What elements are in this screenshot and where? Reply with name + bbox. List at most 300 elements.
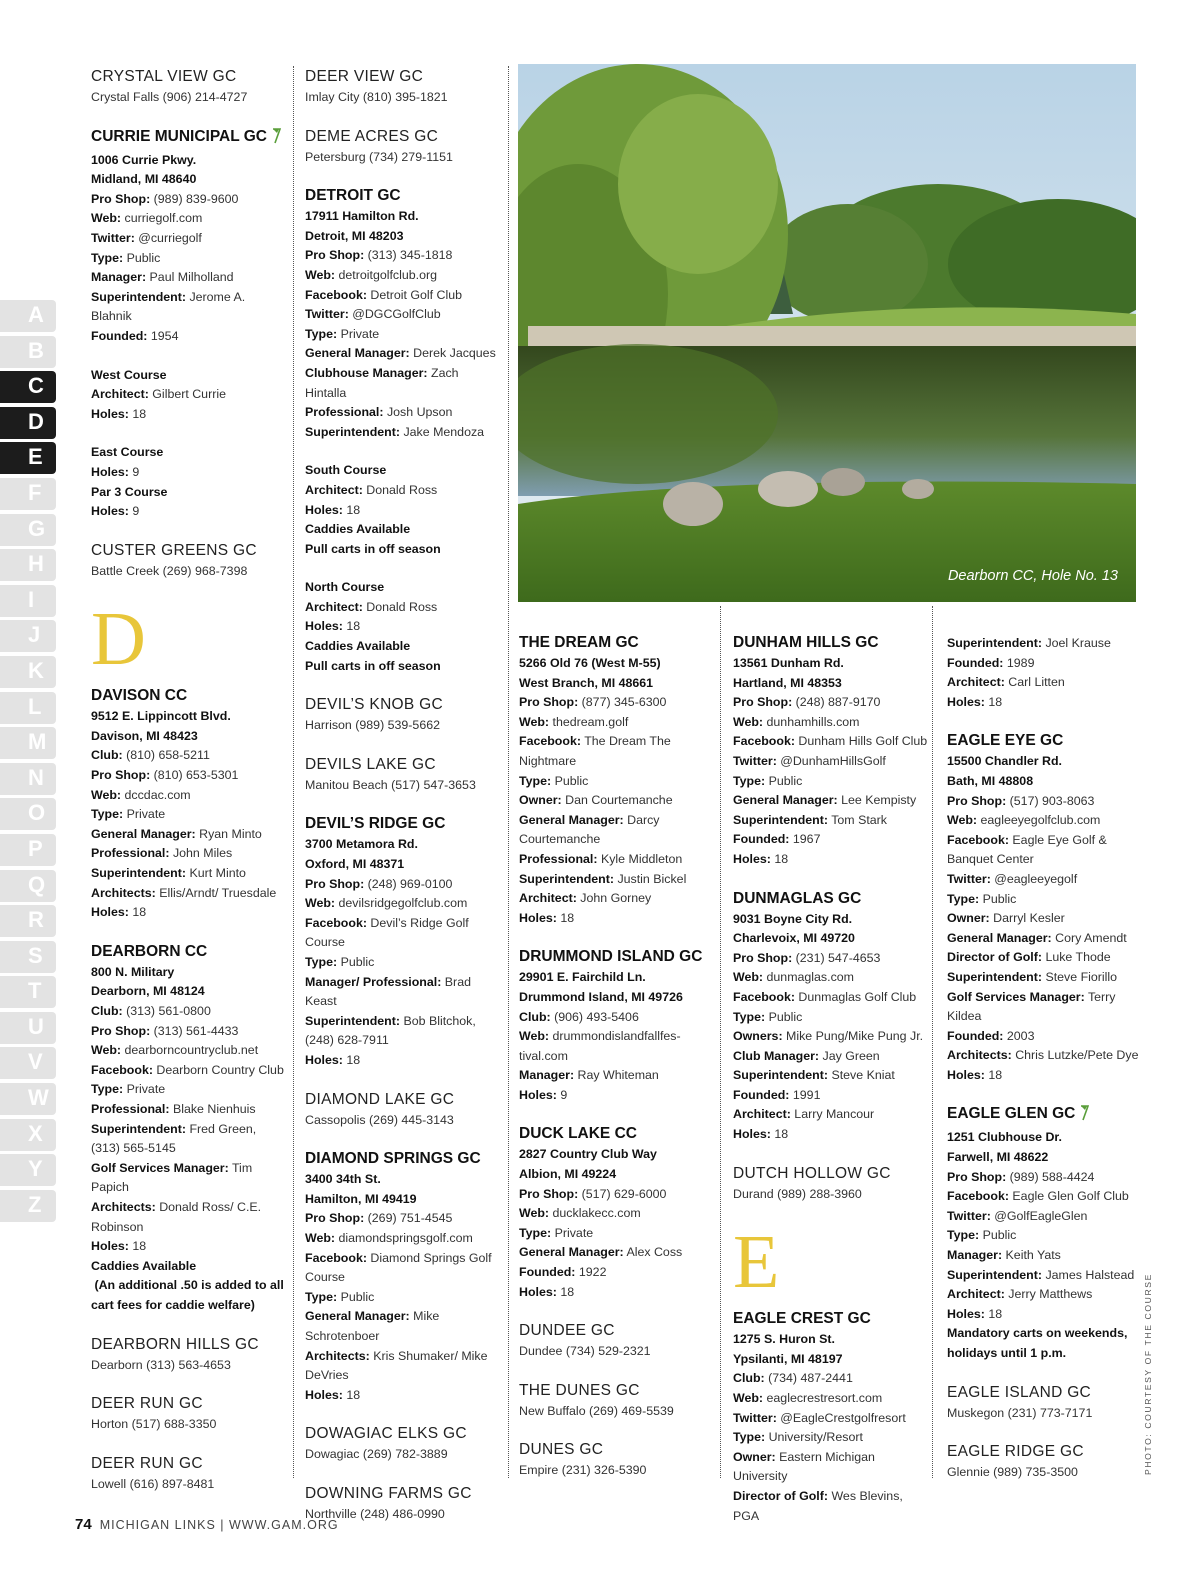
field-row (519, 889, 715, 909)
field-value: dunhamhills.com (766, 714, 860, 729)
listing-custer (91, 540, 287, 582)
alphabet-tab-x (0, 1117, 58, 1153)
field-label: Holes: (733, 1127, 771, 1142)
field-row (519, 732, 715, 771)
address-line: Davison, MI 48423 (91, 728, 198, 743)
field-value: Eastern Michigan University (733, 1449, 875, 1484)
field-row (733, 1125, 929, 1145)
field-row (91, 1159, 287, 1198)
course-contact: Dowagiac (269) 782-3889 (305, 1447, 448, 1462)
address-line: Hartland, MI 48353 (733, 675, 842, 690)
field-label: Type: (91, 250, 124, 265)
field-label: General Manager: (519, 1245, 624, 1260)
field-value: Dearborn Country Club (156, 1062, 284, 1077)
column-divider (293, 66, 294, 1478)
field-row (733, 968, 929, 988)
course-name: DEARBORN HILLS GC (91, 1335, 259, 1353)
field-value: @eagleeyegolf (994, 871, 1078, 886)
course-name: EAGLE RIDGE GC (947, 1443, 1084, 1461)
course-contact: Petersburg (734) 279-1151 (305, 149, 453, 164)
field-label: Web: (947, 813, 978, 828)
field-value: curriegolf.com (124, 211, 203, 226)
field-label: Superintendent: (947, 1267, 1042, 1282)
listing-dearborn (91, 941, 287, 1316)
field-row (519, 1204, 715, 1224)
field-label: Golf Services Manager: (91, 1160, 229, 1175)
field-label: Club: (519, 1009, 551, 1024)
field-label: Manager: (519, 1068, 575, 1083)
field-value: Dunham Hills Golf Club (798, 734, 928, 749)
course-contact: Empire (231) 326-5390 (519, 1463, 647, 1478)
field-value: dccdac.com (124, 787, 191, 802)
field-label: Architect: (519, 891, 577, 906)
course-name: DIAMOND LAKE GC (305, 1090, 455, 1108)
field-label: Type: (305, 955, 338, 969)
field-label: Type: (947, 1228, 980, 1243)
field-row (91, 1080, 287, 1100)
field-label: Superintendent: (519, 871, 614, 886)
field-row (91, 288, 287, 327)
alphabet-tab-a (0, 298, 58, 334)
field-row (305, 617, 501, 637)
field-label: Architects: (947, 1048, 1012, 1063)
field-value: 9 (132, 464, 140, 479)
field-label: Owners: (733, 1029, 783, 1044)
field-row (305, 875, 501, 895)
field-value: eagleeyegolfclub.com (980, 813, 1101, 828)
field-label: Holes: (947, 1306, 985, 1321)
field-row (733, 752, 929, 772)
field-label: Owner: (519, 793, 562, 808)
golf-flag-icon (271, 128, 281, 151)
field-value: Donald Ross/ C.E. Robinson (91, 1199, 262, 1234)
field-label: Type: (733, 773, 766, 788)
field-row (91, 1002, 287, 1022)
field-value: @DGCGolfClub (352, 307, 441, 322)
field-row (91, 1100, 287, 1120)
address-line: Oxford, MI 48371 (305, 857, 405, 872)
field-value: Derek Jacques (413, 346, 496, 361)
listing-eagle-crest-continued (947, 634, 1143, 712)
course-name: DUNHAM HILLS GC (733, 634, 879, 651)
field-label: Twitter: (733, 753, 777, 768)
field-value: @EagleCrestgolfresort (780, 1410, 906, 1425)
field-row (305, 344, 501, 364)
field-label: Holes: (91, 1239, 129, 1254)
field-value: Public (554, 773, 589, 788)
field-label: Facebook: (305, 287, 367, 302)
field-value: thedream.golf (552, 714, 629, 729)
course-name: DEER VIEW GC (305, 68, 424, 85)
field-label: Architect: (947, 1287, 1005, 1302)
field-row (519, 1185, 715, 1205)
field-value: 18 (988, 694, 1003, 709)
field-value: 1989 (1006, 655, 1035, 670)
field-row (733, 1086, 929, 1106)
field-value: Keith Yats (1005, 1248, 1061, 1263)
field-row (91, 1198, 287, 1237)
field-list (305, 875, 501, 1071)
field-value: Dan Courtemanche (565, 793, 673, 808)
course-photo (518, 64, 1136, 602)
listing-eagle-island (947, 1382, 1143, 1424)
course-name: EAGLE EYE GC (947, 732, 1064, 750)
field-value: Gilbert Currie (152, 387, 226, 402)
sub-course-title: Par 3 Course (91, 484, 168, 499)
field-label: Holes: (91, 406, 129, 421)
field-label: Owner: (947, 911, 990, 926)
field-label: Holes: (305, 1387, 343, 1402)
field-row (519, 1066, 715, 1086)
field-label: Facebook: (947, 1189, 1009, 1204)
field-row (519, 1008, 715, 1028)
field-label: Holes: (91, 504, 129, 519)
field-value: Diamond Springs Golf Course (305, 1250, 492, 1285)
field-row (91, 1120, 287, 1159)
address-line: 1251 Clubhouse Dr. (947, 1130, 1062, 1145)
field-label: Owner: (733, 1449, 776, 1464)
field-row (305, 598, 501, 618)
photo-credit: PHOTO: COURTESY OF THE COURSE (1143, 1273, 1153, 1475)
field-label: Pro Shop: (947, 1169, 1007, 1184)
field-value: Tom Stark (831, 812, 887, 827)
alphabet-letter: E (28, 444, 43, 470)
field-list (519, 1008, 715, 1106)
field-row (519, 772, 715, 792)
field-label: Founded: (519, 1265, 576, 1280)
field-row (733, 1448, 929, 1487)
field-value: Steve Fiorillo (1045, 969, 1118, 984)
alphabet-tab-g (0, 512, 58, 548)
alphabet-letter: N (28, 764, 44, 790)
field-value: 18 (346, 619, 361, 634)
field-row (733, 1066, 929, 1086)
field-label: Web: (91, 787, 122, 802)
field-row (305, 914, 501, 953)
address-line: 9031 Boyne City Rd. (733, 911, 853, 926)
field-value: Kyle Middleton (600, 851, 683, 866)
sub-course-title: South Course (305, 463, 387, 478)
field-label: Club: (91, 748, 123, 763)
field-label: Twitter: (947, 871, 991, 886)
field-value: Chris Lutzke/Pete Dye (1015, 1048, 1139, 1063)
field-value: @DunhamHillsGolf (780, 753, 886, 768)
field-label: Superintendent: (91, 1121, 186, 1136)
field-row (305, 1307, 501, 1346)
alphabet-tab-j (0, 618, 58, 654)
field-value: Public (982, 891, 1017, 906)
sub-course-title: West Course (91, 367, 167, 382)
course-contact: Dearborn (313) 563-4653 (91, 1357, 231, 1372)
field-row (91, 190, 287, 210)
field-value: 18 (988, 1306, 1003, 1321)
listing-diamond-springs (305, 1148, 501, 1405)
alphabet-tab-d (0, 405, 58, 441)
field-value: Justin Bickel (617, 871, 687, 886)
field-value: Alex Coss (626, 1245, 683, 1260)
field-label: Director of Golf: (733, 1489, 828, 1503)
field-label: Superintendent: (305, 424, 400, 439)
listing-deer-view (305, 66, 501, 108)
field-value: Jerome A. Blahnik (91, 289, 246, 324)
field-value: (517) 903-8063 (1009, 793, 1095, 808)
field-label: Holes: (733, 851, 771, 866)
field-row (91, 502, 287, 522)
field-list (947, 1168, 1143, 1325)
field-label: Twitter: (91, 230, 135, 245)
note: (An additional .50 is added to all cart fees for caddie welfare) (91, 1278, 288, 1312)
field-value: (248) 887-9170 (795, 695, 881, 710)
address-line: Bath, MI 48808 (947, 773, 1034, 788)
field-value: Public (768, 1009, 803, 1024)
field-row (947, 673, 1143, 693)
field-label: Web: (519, 1206, 550, 1221)
field-row (91, 229, 287, 249)
field-label: Architects: (91, 1199, 156, 1214)
field-row (91, 327, 287, 347)
field-row (947, 1226, 1143, 1246)
alphabet-tab-e (0, 440, 58, 476)
field-value: Mike Schrotenboer (305, 1309, 440, 1343)
field-list (733, 949, 929, 1145)
field-label: Architect: (305, 599, 363, 614)
field-value: 18 (560, 910, 575, 925)
course-contact: Durand (989) 288-3960 (733, 1186, 862, 1201)
field-value: 18 (346, 1052, 361, 1067)
field-label: Web: (305, 267, 336, 282)
field-row (305, 894, 501, 914)
course-contact: Battle Creek (269) 968-7398 (91, 563, 248, 578)
alphabet-tab-r (0, 903, 58, 939)
field-row (91, 786, 287, 806)
field-value: Tim Papich (91, 1160, 253, 1195)
field-value: 9 (132, 504, 140, 519)
field-row (947, 1285, 1143, 1305)
field-value: The Dream The Nightmare (519, 734, 671, 768)
field-label: General Manager: (733, 793, 838, 808)
field-row (733, 850, 929, 870)
alphabet-tab-f (0, 476, 58, 512)
field-value: Eagle Eye Golf & Banquet Center (947, 832, 1107, 867)
field-label: Pro Shop: (91, 191, 151, 206)
alphabet-tab-w (0, 1081, 58, 1117)
course-contact: Crystal Falls (906) 214-4727 (91, 90, 248, 104)
field-list (91, 746, 287, 922)
alphabet-tab-q (0, 868, 58, 904)
alphabet-tab-p (0, 832, 58, 868)
field-label: Pro Shop: (519, 1186, 579, 1201)
field-row (947, 890, 1143, 910)
field-row (947, 1027, 1143, 1047)
note: Caddies Available (91, 1258, 197, 1273)
field-row (305, 305, 501, 325)
listing-the-dream (519, 632, 715, 928)
field-list (733, 1369, 929, 1526)
field-label: Pro Shop: (305, 876, 365, 891)
field-value: Lee Kempisty (841, 793, 917, 808)
field-row (733, 1487, 929, 1526)
field-value: Darryl Kesler (993, 911, 1065, 926)
column-1 (91, 66, 287, 1512)
field-row (733, 772, 929, 792)
field-label: Holes: (91, 905, 129, 920)
field-value: (906) 493-5406 (554, 1009, 639, 1024)
field-list (305, 246, 501, 442)
address-line: West Branch, MI 48661 (519, 675, 654, 690)
field-label: Architects: (91, 885, 156, 900)
field-label: Type: (305, 326, 338, 341)
field-value: 18 (774, 851, 789, 866)
field-row (947, 654, 1143, 674)
section-letter-d: D (91, 597, 146, 682)
field-row (91, 825, 287, 845)
alphabet-tab-s (0, 939, 58, 975)
photo-caption: Dearborn CC, Hole No. 13 (947, 568, 1118, 584)
field-value: Eagle Glen Golf Club (1012, 1189, 1129, 1204)
field-row (305, 953, 501, 973)
page-number: 74 (75, 1516, 92, 1533)
field-label: Holes: (519, 910, 557, 925)
field-label: Pro Shop: (91, 1023, 151, 1038)
address-line: 800 N. Military (91, 964, 175, 979)
field-row (947, 929, 1143, 949)
field-value: John Gorney (580, 891, 652, 906)
field-row (519, 713, 715, 733)
course-name: DAVISON CC (91, 687, 188, 705)
field-list (91, 190, 287, 347)
note: Caddies Available (305, 522, 411, 537)
field-label: Superintendent: (91, 866, 186, 881)
field-value: Ryan Minto (199, 826, 262, 841)
course-name: EAGLE ISLAND GC (947, 1383, 1092, 1401)
field-value: ducklakecc.com (552, 1206, 641, 1221)
field-label: Golf Services Manager: (947, 989, 1085, 1004)
listing-devils-knob (305, 694, 501, 736)
field-row (305, 1051, 501, 1071)
alphabet-tab-u (0, 1010, 58, 1046)
field-label: Clubhouse Manager: (305, 365, 428, 380)
field-label: Manager: (91, 270, 147, 285)
alphabet-letter: C (28, 373, 44, 399)
course-contact: New Buffalo (269) 469-5539 (519, 1403, 674, 1418)
field-value: Bob Blitchok, (248) 628-7911 (305, 1013, 476, 1048)
course-contact: Northville (248) 486-0990 (305, 1506, 445, 1521)
field-row (91, 805, 287, 825)
field-value: Kurt Minto (189, 866, 246, 881)
address-line: Ypsilanti, MI 48197 (733, 1351, 843, 1366)
field-label: Twitter: (305, 307, 349, 322)
address-line: Dearborn, MI 48124 (91, 984, 205, 999)
listing-devils-lake (305, 754, 501, 796)
course-name: DEVILS LAKE GC (305, 755, 436, 773)
course-name: THE DREAM GC (519, 634, 639, 651)
field-row (91, 405, 287, 425)
alphabet-letter: Q (28, 871, 46, 897)
listing-dunes (519, 1439, 715, 1481)
field-label: Type: (305, 1289, 338, 1304)
field-row (519, 791, 715, 811)
field-row (519, 1283, 715, 1303)
address-line: 1006 Currie Pkwy. (91, 152, 197, 167)
field-row (519, 850, 715, 870)
alphabet-letter: F (28, 479, 42, 505)
field-row (91, 1061, 287, 1081)
field-label: Founded: (947, 655, 1004, 670)
field-row (733, 693, 929, 713)
field-value: dearborncountryclub.net (124, 1043, 259, 1058)
course-name (947, 1103, 1143, 1128)
listing-eagle-eye (947, 730, 1143, 1085)
field-row (305, 481, 501, 501)
course-name: DUNES GC (519, 1441, 604, 1459)
field-value: (877) 345-6300 (581, 695, 667, 710)
field-value: @curriegolf (138, 230, 202, 245)
field-label: General Manager: (91, 826, 196, 841)
field-label: Director of Golf: (947, 950, 1042, 965)
course-name: CRYSTAL VIEW GC (91, 68, 237, 85)
field-label: Type: (733, 1430, 766, 1445)
field-row (947, 870, 1143, 890)
course-contact: Lowell (616) 897-8481 (91, 1476, 215, 1491)
field-label: Holes: (305, 502, 343, 517)
field-value: diamondspringsgolf.com (338, 1230, 473, 1245)
course-name: DUNDEE GC (519, 1322, 615, 1340)
course-contact: Imlay City (810) 395-1821 (305, 90, 448, 104)
field-value: Larry Mancour (794, 1107, 875, 1122)
field-row (305, 501, 501, 521)
field-value: Dunmaglas Golf Club (798, 989, 917, 1004)
listing-deer-run-lowell (91, 1453, 287, 1495)
alphabet-tab-z (0, 1188, 58, 1224)
field-list (91, 1002, 287, 1257)
alphabet-tab-i (0, 583, 58, 619)
field-row (519, 811, 715, 850)
alphabet-tab-k (0, 654, 58, 690)
field-label: General Manager: (305, 1309, 410, 1324)
field-row (947, 792, 1143, 812)
alphabet-index (0, 298, 58, 1223)
address-line: 2827 Country Club Way (519, 1147, 657, 1162)
field-label: Web: (733, 970, 764, 985)
field-value: 18 (988, 1067, 1003, 1082)
field-value: Joel Krause (1045, 636, 1111, 650)
field-label: Architect: (733, 1107, 791, 1122)
field-value: Public (340, 955, 375, 969)
field-label: Founded: (733, 832, 790, 847)
field-row (91, 268, 287, 288)
alphabet-letter: W (28, 1085, 49, 1111)
field-value: Ray Whiteman (577, 1068, 659, 1083)
field-row (305, 1288, 501, 1308)
field-label: Club: (91, 1004, 123, 1018)
alphabet-letter: J (28, 622, 41, 648)
course-contact: Manitou Beach (517) 547-3653 (305, 777, 476, 792)
field-value: Jay Green (822, 1048, 880, 1063)
field-value: Private (340, 326, 380, 341)
field-value: (810) 658-5211 (126, 748, 210, 763)
field-label: Founded: (947, 1028, 1004, 1043)
field-value: 18 (132, 1239, 147, 1254)
listing-dowagiac (305, 1423, 501, 1465)
field-row (947, 811, 1143, 831)
field-label: Superintendent: (947, 969, 1042, 984)
listing-eagle-crest (733, 1308, 929, 1526)
field-label: Professional: (519, 851, 598, 866)
field-row (733, 830, 929, 850)
field-value: (248) 969-0100 (367, 876, 453, 891)
field-list (305, 1209, 501, 1405)
field-value: Darcy Courtemanche (519, 812, 660, 847)
